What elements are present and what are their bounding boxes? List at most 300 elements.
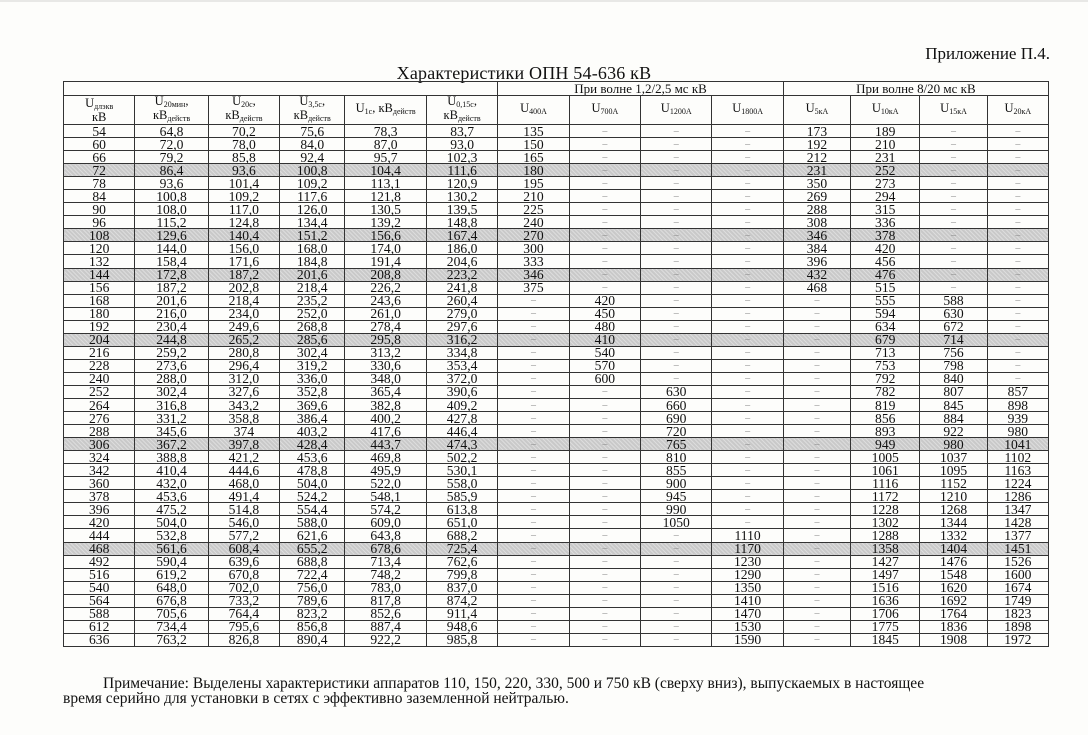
table-cell: 192 <box>783 138 850 151</box>
table-cell: 223,2 <box>426 268 497 281</box>
table-row <box>64 555 1049 568</box>
table-cell: 1116 <box>851 477 920 490</box>
table-cell: – <box>712 398 783 411</box>
table-cell: 1286 <box>987 490 1048 503</box>
table-cell: 532,8 <box>135 529 208 542</box>
table-cell: 180 <box>498 164 569 177</box>
table-cell: – <box>569 464 640 477</box>
table-cell: 1228 <box>851 503 920 516</box>
table-cell: 165 <box>498 151 569 164</box>
table-cell: – <box>569 620 640 633</box>
table-cell: 95,7 <box>345 151 427 164</box>
table-cell: 396 <box>783 255 850 268</box>
table-cell: 795,6 <box>208 620 279 633</box>
table-cell: – <box>641 594 712 607</box>
table-cell: – <box>712 164 783 177</box>
table-cell: 84 <box>64 190 135 203</box>
table-cell: 390,6 <box>426 385 497 398</box>
table-cell: 630 <box>920 307 987 320</box>
table-cell: 1674 <box>987 581 1048 594</box>
table-row <box>64 607 1049 620</box>
table-cell: – <box>569 568 640 581</box>
table-cell: – <box>641 255 712 268</box>
table-cell: 108 <box>64 229 135 242</box>
table-cell: 502,2 <box>426 451 497 464</box>
table-cell: 269 <box>783 190 850 203</box>
table-cell: 342 <box>64 464 135 477</box>
table-cell: 1110 <box>712 529 783 542</box>
table-cell: 66 <box>64 151 135 164</box>
table-cell: – <box>987 255 1048 268</box>
table-cell: 734,4 <box>135 620 208 633</box>
table-cell: 273 <box>851 177 920 190</box>
table-cell: – <box>641 268 712 281</box>
table-cell: 367,2 <box>135 438 208 451</box>
table-cell: 514,8 <box>208 503 279 516</box>
table-cell: 945 <box>641 490 712 503</box>
table-cell: 315 <box>851 203 920 216</box>
table-cell: 202,8 <box>208 281 279 294</box>
table-cell: 420 <box>569 294 640 307</box>
table-cell: – <box>498 581 569 594</box>
column-header-13: $U_{20кА}$ <box>987 96 1048 125</box>
table-cell: – <box>498 503 569 516</box>
table-cell: – <box>783 633 850 646</box>
table-cell: 156 <box>64 281 135 294</box>
table-cell: 874,2 <box>426 594 497 607</box>
table-row <box>64 190 1049 203</box>
table-cell: – <box>569 633 640 646</box>
table-cell: 316,2 <box>426 333 497 346</box>
table-cell: 192 <box>64 320 135 333</box>
table-cell: – <box>569 438 640 451</box>
table-cell: 1620 <box>920 581 987 594</box>
table-cell: 561,6 <box>135 542 208 555</box>
table-cell: – <box>569 425 640 438</box>
table-cell: 588,0 <box>280 516 345 529</box>
table-row <box>64 294 1049 307</box>
table-cell: 679 <box>851 333 920 346</box>
table-cell: 382,8 <box>345 398 427 411</box>
table-cell: 156,6 <box>345 229 427 242</box>
table-cell: 360 <box>64 477 135 490</box>
table-cell: – <box>641 281 712 294</box>
table-cell: 702,0 <box>208 581 279 594</box>
group-header-empty <box>64 82 498 96</box>
table-cell: – <box>712 320 783 333</box>
table-cell: – <box>641 359 712 372</box>
table-cell: – <box>498 594 569 607</box>
table-cell: 823,2 <box>280 607 345 620</box>
table-cell: – <box>783 451 850 464</box>
table-cell: 278,4 <box>345 320 427 333</box>
table-cell: – <box>498 333 569 346</box>
table-cell: – <box>641 529 712 542</box>
table-cell: 443,7 <box>345 438 427 451</box>
table-cell: – <box>987 372 1048 385</box>
table-cell: – <box>498 359 569 372</box>
table-cell: 588 <box>64 607 135 620</box>
table-cell: 1427 <box>851 555 920 568</box>
table-cell: 378 <box>851 229 920 242</box>
table-cell: 1230 <box>712 555 783 568</box>
table-cell: 345,6 <box>135 425 208 438</box>
table-cell: 374 <box>208 425 279 438</box>
table-cell: 555 <box>851 294 920 307</box>
table-row-highlighted <box>64 229 1049 242</box>
table-cell: – <box>712 177 783 190</box>
table-cell: 476 <box>851 268 920 281</box>
table-cell: 1358 <box>851 542 920 555</box>
table-cell: – <box>569 216 640 229</box>
table-cell: – <box>920 177 987 190</box>
table-cell: – <box>783 438 850 451</box>
table-cell: 240 <box>498 216 569 229</box>
table-cell: – <box>498 620 569 633</box>
table-cell: 187,2 <box>135 281 208 294</box>
table-cell: 1600 <box>987 568 1048 581</box>
table-cell: – <box>498 490 569 503</box>
table-cell: 288 <box>783 203 850 216</box>
appendix-label: Приложение П.4. <box>925 44 1050 63</box>
table-cell: 884 <box>920 412 987 425</box>
table-cell: – <box>498 542 569 555</box>
table-cell: – <box>569 151 640 164</box>
table-row <box>64 346 1049 359</box>
table-cell: 336 <box>851 216 920 229</box>
table-cell: 225 <box>498 203 569 216</box>
table-cell: 590,4 <box>135 555 208 568</box>
table-cell: 172,8 <box>135 268 208 281</box>
table-row <box>64 594 1049 607</box>
table-cell: 78,3 <box>345 125 427 138</box>
table-cell: – <box>641 568 712 581</box>
table-cell: 100,8 <box>280 164 345 177</box>
table-cell: – <box>783 516 850 529</box>
group-header-row <box>64 82 1049 96</box>
table-cell: 417,6 <box>345 425 427 438</box>
table-cell: 855 <box>641 464 712 477</box>
table-cell: 807 <box>920 385 987 398</box>
table-cell: 184,8 <box>280 255 345 268</box>
table-cell: 334,8 <box>426 346 497 359</box>
table-cell: 890,4 <box>280 633 345 646</box>
table-cell: 420 <box>851 242 920 255</box>
table-cell: – <box>712 490 783 503</box>
table-cell: 260,4 <box>426 294 497 307</box>
table-cell: – <box>712 451 783 464</box>
table-cell: 120 <box>64 242 135 255</box>
table-cell: 540 <box>569 346 640 359</box>
table-cell: – <box>987 138 1048 151</box>
table-cell: 1823 <box>987 607 1048 620</box>
table-cell: – <box>498 307 569 320</box>
table-cell: – <box>641 620 712 633</box>
table-cell: 348,0 <box>345 372 427 385</box>
table-cell: 985,8 <box>426 633 497 646</box>
table-cell: 990 <box>641 503 712 516</box>
table-cell: – <box>920 203 987 216</box>
table-cell: 570 <box>569 359 640 372</box>
table-cell: – <box>569 555 640 568</box>
table-cell: 96 <box>64 216 135 229</box>
table-row <box>64 320 1049 333</box>
table-cell: 492 <box>64 555 135 568</box>
table-cell: 1775 <box>851 620 920 633</box>
table-cell: – <box>641 164 712 177</box>
table-cell: 613,8 <box>426 503 497 516</box>
table-cell: 852,6 <box>345 607 427 620</box>
table-row <box>64 372 1049 385</box>
table-cell: – <box>569 412 640 425</box>
table-cell: 475,2 <box>135 503 208 516</box>
column-header-11: $U_{10кА}$ <box>851 96 920 125</box>
table-cell: 121,8 <box>345 190 427 203</box>
table-row <box>64 216 1049 229</box>
table-cell: 330,6 <box>345 359 427 372</box>
table-body <box>64 125 1049 647</box>
table-cell: – <box>641 333 712 346</box>
column-header-0: $U_{длэкв}$ кВ <box>64 96 135 125</box>
table-cell: 530,1 <box>426 464 497 477</box>
table-cell: 1005 <box>851 451 920 464</box>
table-cell: – <box>987 346 1048 359</box>
table-cell: 249,6 <box>208 320 279 333</box>
table-cell: 1706 <box>851 607 920 620</box>
table-cell: – <box>783 333 850 346</box>
table-cell: 1476 <box>920 555 987 568</box>
table-cell: – <box>569 385 640 398</box>
table-cell: 168 <box>64 294 135 307</box>
table-cell: 444 <box>64 529 135 542</box>
table-cell: 748,2 <box>345 568 427 581</box>
table-cell: 1590 <box>712 633 783 646</box>
table-cell: – <box>569 138 640 151</box>
table-cell: 577,2 <box>208 529 279 542</box>
table-cell: 621,6 <box>280 529 345 542</box>
table-cell: 352,8 <box>280 385 345 398</box>
table-cell: 609,0 <box>345 516 427 529</box>
table-cell: 1061 <box>851 464 920 477</box>
table-row <box>64 125 1049 138</box>
table-cell: 109,2 <box>280 177 345 190</box>
table-cell: – <box>783 294 850 307</box>
table-cell: 204,6 <box>426 255 497 268</box>
table-cell: 1172 <box>851 490 920 503</box>
table-cell: 113,1 <box>345 177 427 190</box>
table-row <box>64 503 1049 516</box>
table-cell: 1170 <box>712 542 783 555</box>
table-cell: – <box>641 190 712 203</box>
table-cell: – <box>783 503 850 516</box>
table-cell: 522,0 <box>345 477 427 490</box>
table-cell: 230,4 <box>135 320 208 333</box>
column-header-5: $U_{0,15с}$, $кВ_{действ}$ <box>426 96 497 125</box>
table-cell: – <box>569 594 640 607</box>
table-cell: 713,4 <box>345 555 427 568</box>
table-cell: 725,4 <box>426 542 497 555</box>
table-cell: 346 <box>783 229 850 242</box>
table-cell: 108,0 <box>135 203 208 216</box>
table-cell: 151,2 <box>280 229 345 242</box>
table-cell: 856 <box>851 412 920 425</box>
table-cell: – <box>712 216 783 229</box>
table-cell: 100,8 <box>135 190 208 203</box>
table-cell: – <box>712 294 783 307</box>
table-row <box>64 425 1049 438</box>
table-cell: 469,8 <box>345 451 427 464</box>
table-cell: 554,4 <box>280 503 345 516</box>
table-cell: – <box>712 190 783 203</box>
table-cell: 837,0 <box>426 581 497 594</box>
table-row <box>64 255 1049 268</box>
table-cell: – <box>498 529 569 542</box>
table-cell: 857 <box>987 385 1048 398</box>
table-cell: 204 <box>64 333 135 346</box>
column-header-1: $U_{20мин}$, $кВ_{действ}$ <box>135 96 208 125</box>
table-cell: – <box>920 151 987 164</box>
table-cell: 64,8 <box>135 125 208 138</box>
table-cell: 1163 <box>987 464 1048 477</box>
table-cell: – <box>783 490 850 503</box>
table-cell: – <box>498 568 569 581</box>
table-cell: 1050 <box>641 516 712 529</box>
table-cell: 93,0 <box>426 138 497 151</box>
table-cell: – <box>783 581 850 594</box>
table-cell: 85,8 <box>208 151 279 164</box>
table-cell: 672 <box>920 320 987 333</box>
table-cell: – <box>712 333 783 346</box>
table-cell: – <box>498 464 569 477</box>
table-cell: 1332 <box>920 529 987 542</box>
table-cell: – <box>783 359 850 372</box>
table-cell: – <box>987 203 1048 216</box>
table-cell: – <box>569 503 640 516</box>
table-cell: 252,0 <box>280 307 345 320</box>
table-cell: 783,0 <box>345 581 427 594</box>
table-row-highlighted <box>64 164 1049 177</box>
table-cell: – <box>498 451 569 464</box>
table-cell: 1749 <box>987 594 1048 607</box>
table-cell: 167,4 <box>426 229 497 242</box>
table-cell: – <box>498 607 569 620</box>
table-cell: 129,6 <box>135 229 208 242</box>
table-cell: – <box>920 281 987 294</box>
table-cell: – <box>712 281 783 294</box>
table-cell: 524,2 <box>280 490 345 503</box>
column-header-12: $U_{15кА}$ <box>920 96 987 125</box>
table-cell: – <box>569 203 640 216</box>
table-cell: – <box>712 138 783 151</box>
table-row <box>64 490 1049 503</box>
table-cell: – <box>920 164 987 177</box>
table-cell: 676,8 <box>135 594 208 607</box>
table-cell: – <box>712 464 783 477</box>
table-cell: – <box>569 607 640 620</box>
table-row <box>64 281 1049 294</box>
table-cell: 688,8 <box>280 555 345 568</box>
table-cell: 480 <box>569 320 640 333</box>
table-cell: 132 <box>64 255 135 268</box>
table-cell: – <box>783 307 850 320</box>
table-cell: 799,8 <box>426 568 497 581</box>
table-cell: – <box>569 164 640 177</box>
table-cell: 324 <box>64 451 135 464</box>
table-cell: 720 <box>641 425 712 438</box>
column-header-10: $U_{5кА}$ <box>783 96 850 125</box>
table-cell: – <box>712 307 783 320</box>
table-cell: – <box>641 320 712 333</box>
table-cell: 79,2 <box>135 151 208 164</box>
table-cell: – <box>783 529 850 542</box>
column-header-8: $U_{1200A}$ <box>641 96 712 125</box>
table-cell: 386,4 <box>280 412 345 425</box>
table-row <box>64 529 1049 542</box>
table-cell: – <box>712 203 783 216</box>
table-cell: 168,0 <box>280 242 345 255</box>
table-cell: 396 <box>64 503 135 516</box>
table-cell: – <box>498 372 569 385</box>
table-row <box>64 412 1049 425</box>
table-cell: 369,6 <box>280 398 345 411</box>
table-cell: 312,0 <box>208 372 279 385</box>
table-row <box>64 177 1049 190</box>
table-cell: 1350 <box>712 581 783 594</box>
table-cell: 456 <box>851 255 920 268</box>
table-cell: – <box>641 242 712 255</box>
table-cell: 331,2 <box>135 412 208 425</box>
table-cell: 216 <box>64 346 135 359</box>
table-cell: 218,4 <box>280 281 345 294</box>
table-cell: 268,8 <box>280 320 345 333</box>
column-header-row <box>64 96 1049 125</box>
table-cell: – <box>920 229 987 242</box>
table-row <box>64 581 1049 594</box>
table-cell: 264 <box>64 398 135 411</box>
table-cell: 453,6 <box>135 490 208 503</box>
table-row-highlighted <box>64 438 1049 451</box>
table-cell: 252 <box>851 164 920 177</box>
table-cell: 765 <box>641 438 712 451</box>
table-cell: – <box>920 216 987 229</box>
table-cell: 90 <box>64 203 135 216</box>
table-cell: 101,4 <box>208 177 279 190</box>
table-cell: – <box>783 594 850 607</box>
table-row <box>64 451 1049 464</box>
table-cell: 432,0 <box>135 477 208 490</box>
table-cell: 1344 <box>920 516 987 529</box>
table-cell: 427,8 <box>426 412 497 425</box>
table-cell: 1102 <box>987 451 1048 464</box>
table-cell: 1764 <box>920 607 987 620</box>
table-cell: – <box>641 372 712 385</box>
table-cell: – <box>641 307 712 320</box>
table-cell: – <box>987 320 1048 333</box>
table-cell: 297,6 <box>426 320 497 333</box>
table-cell: 319,2 <box>280 359 345 372</box>
table-cell: 302,4 <box>135 385 208 398</box>
group-header-wave2: При волне 8/20 мс кВ <box>783 82 1048 96</box>
table-cell: – <box>783 542 850 555</box>
table-cell: 540 <box>64 581 135 594</box>
table-cell: 186,0 <box>426 242 497 255</box>
table-cell: – <box>569 398 640 411</box>
table-cell: 60 <box>64 138 135 151</box>
table-cell: – <box>987 177 1048 190</box>
table-row <box>64 307 1049 320</box>
table-cell: 144 <box>64 268 135 281</box>
table-cell: – <box>783 607 850 620</box>
